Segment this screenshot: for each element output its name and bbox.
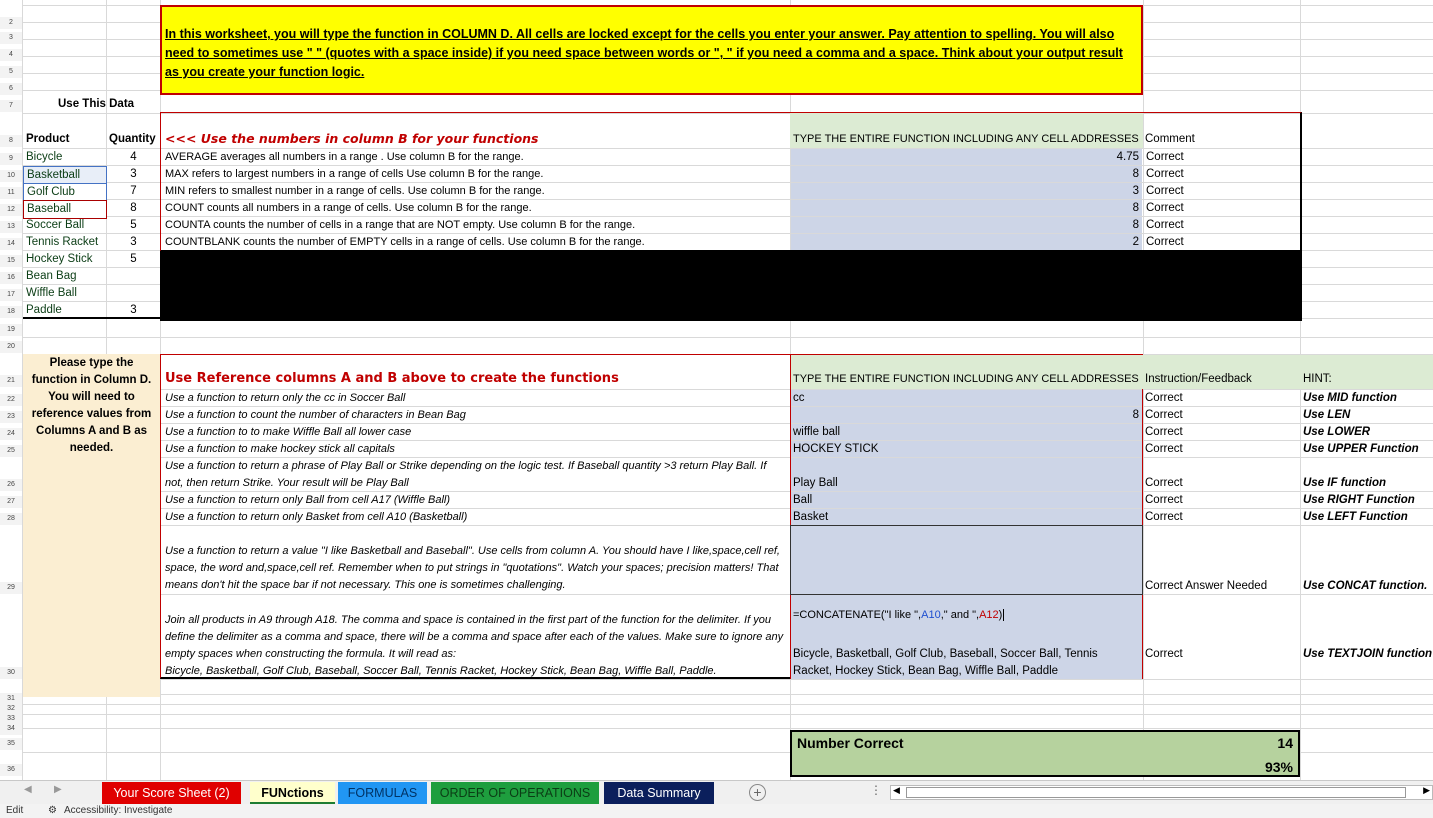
row-header[interactable]: 20 <box>0 341 22 353</box>
comment-cell: Correct <box>1146 151 1184 163</box>
row-header[interactable]: 13 <box>0 221 22 233</box>
product-cell[interactable]: Bean Bag <box>26 270 77 282</box>
comment-cell: Correct <box>1146 185 1184 197</box>
product-header: Product <box>26 133 70 145</box>
question-text: Use a function to return a value "I like Basketball and Baseball". Use cells from column A. You should have I like,space,cell ref, space, the word and,space,cell ref. Remember when to put strings in "quotations". Watch your spaces; precision matters! That means don't hit the space bar if not necessary. This one is sometimes challenging. <box>165 545 780 591</box>
quantity-cell[interactable]: 5 <box>130 219 137 231</box>
row-header[interactable]: 7 <box>0 100 22 112</box>
feedback-cell: Correct <box>1145 409 1183 421</box>
horizontal-scrollbar[interactable] <box>890 785 1433 800</box>
feedback-cell: Correct <box>1145 511 1183 523</box>
function-description: MIN refers to smallest number in a range of cells. Use column B for the range. <box>165 185 545 197</box>
answer-cell[interactable]: 8 <box>791 217 1142 233</box>
sheet-tab-bar <box>0 780 1433 804</box>
sheet-tab[interactable]: ORDER OF OPERATIONS <box>431 782 599 804</box>
product-cell[interactable]: Tennis Racket <box>26 236 99 248</box>
row-header[interactable]: 14 <box>0 238 22 250</box>
number-correct-value: 14 <box>1277 735 1293 751</box>
function-description: COUNTBLANK counts the number of EMPTY cells in a range of cells. Use column B for the range. <box>165 236 645 248</box>
row-header[interactable]: 31 <box>0 693 22 705</box>
product-list-bottom-border <box>23 317 160 319</box>
comment-cell: Correct <box>1146 168 1184 180</box>
row-header[interactable]: 17 <box>0 289 22 301</box>
row-gridline <box>22 704 1433 705</box>
formula-ref-a12: A12 <box>979 609 999 621</box>
row-header[interactable]: 10 <box>0 170 22 182</box>
answer-value[interactable]: Play Ball <box>793 477 838 489</box>
sheet-tab[interactable]: Data Summary <box>604 782 714 804</box>
type-function-header-2: TYPE THE ENTIRE FUNCTION INCLUDING ANY CELL ADDRESSES <box>793 373 1139 385</box>
score-box <box>790 730 1300 777</box>
answer-value[interactable]: cc <box>793 392 805 404</box>
answer-value[interactable]: Ball <box>793 494 813 506</box>
answer-cell[interactable]: 4.75 <box>791 149 1142 165</box>
row-header[interactable]: 34 <box>0 723 22 735</box>
hint-cell: Use LEFT Function <box>1303 511 1408 523</box>
hint-cell: Use LOWER <box>1303 426 1371 438</box>
hint-cell: Use CONCAT function. <box>1303 580 1428 592</box>
row-header[interactable]: 3 <box>0 32 22 44</box>
hint-cell: Use TEXTJOIN function <box>1303 648 1433 660</box>
answer-cell[interactable]: 8 <box>791 166 1142 182</box>
quantity-cell[interactable]: 3 <box>130 168 137 180</box>
answer-cell[interactable]: 2 <box>791 234 1142 250</box>
formula-ref-a10: A10 <box>921 609 941 621</box>
feedback-cell: Correct <box>1145 426 1183 438</box>
row-header[interactable]: 33 <box>0 713 22 725</box>
hint-cell: Use IF function <box>1303 477 1387 489</box>
answer-value[interactable]: HOCKEY STICK <box>793 443 879 455</box>
product-cell[interactable]: Basketball <box>23 166 107 185</box>
row-header[interactable]: 28 <box>0 513 22 525</box>
comment-header: Comment <box>1145 133 1195 145</box>
answer-value[interactable]: 8 <box>1132 409 1139 421</box>
hint-cell: Use RIGHT Function <box>1303 494 1415 506</box>
formula-part-1: =CONCATENATE("I like ", <box>793 609 922 621</box>
row-header[interactable]: 15 <box>0 255 22 267</box>
row-header[interactable]: 22 <box>0 394 22 406</box>
row-header[interactable]: 11 <box>0 187 22 199</box>
row-header[interactable]: 18 <box>0 306 22 318</box>
please-type-box <box>23 354 160 697</box>
row-header[interactable]: 12 <box>0 204 22 216</box>
answer-value[interactable]: Bicycle, Basketball, Golf Club, Baseball, Soccer Ball, Tennis Racket, Hockey Stick, Bean Bag, Wiffle Ball, Paddle <box>793 648 1098 677</box>
product-cell[interactable]: Baseball <box>23 200 107 219</box>
row-header[interactable]: 24 <box>0 428 22 440</box>
row-header[interactable]: 5 <box>0 66 22 78</box>
feedback-cell: Correct Answer Needed <box>1145 580 1268 592</box>
row-gridline <box>22 714 1433 715</box>
question-text: Use a function to make hockey stick all capitals <box>165 443 395 455</box>
formula-edit-cell[interactable] <box>790 607 1007 624</box>
row-header[interactable]: 8 <box>0 135 22 147</box>
hint-header: HINT: <box>1303 373 1332 385</box>
quantity-cell[interactable]: 4 <box>130 151 137 163</box>
quantity-cell[interactable]: 8 <box>130 202 137 214</box>
feedback-cell: Correct <box>1145 443 1183 455</box>
concat-active-cell-border[interactable] <box>790 525 1143 595</box>
row-header[interactable]: 6 <box>0 83 22 95</box>
use-this-data-label: Use This Data <box>58 98 135 110</box>
feedback-cell: Correct <box>1145 392 1183 404</box>
row-header[interactable]: 19 <box>0 324 22 336</box>
quantity-cell[interactable]: 7 <box>130 185 137 197</box>
mode-indicator: Edit <box>6 805 24 816</box>
row-header[interactable]: 30 <box>0 667 22 679</box>
percent-correct-value: 93% <box>1264 759 1293 775</box>
row-header[interactable]: 25 <box>0 445 22 457</box>
instruction-box <box>160 5 1143 95</box>
row-header[interactable]: 23 <box>0 411 22 423</box>
quantity-cell[interactable]: 5 <box>130 253 137 265</box>
product-cell[interactable]: Bicycle <box>26 151 63 163</box>
row-header[interactable]: 21 <box>0 375 22 387</box>
scroll-right-arrow-icon[interactable]: ▶ <box>54 784 62 795</box>
feedback-cell: Correct <box>1145 648 1183 660</box>
type-function-header: TYPE THE ENTIRE FUNCTION INCLUDING ANY CELL ADDRESSES <box>793 133 1139 145</box>
row-gridline <box>22 728 1433 729</box>
row-header[interactable]: 36 <box>0 764 22 776</box>
row-header[interactable]: 9 <box>0 153 22 165</box>
accessibility-icon[interactable]: ⚙ <box>48 805 57 816</box>
question-text: Use a function to return only Ball from cell A17 (Wiffle Ball) <box>165 494 450 506</box>
quantity-cell[interactable]: 3 <box>130 236 137 248</box>
row-header[interactable]: 32 <box>0 703 22 715</box>
comment-cell: Correct <box>1146 236 1184 248</box>
scrollbar-right-icon[interactable]: ▶ <box>1423 785 1430 795</box>
accessibility-status[interactable]: Accessibility: Investigate <box>64 805 173 816</box>
question-text: Use a function to return only the cc in Soccer Ball <box>165 392 406 404</box>
product-cell[interactable]: Paddle <box>26 304 62 316</box>
product-cell[interactable]: Wiffle Ball <box>26 287 77 299</box>
row-header[interactable]: 26 <box>0 479 22 491</box>
function-description: AVERAGE averages all numbers in a range . Use column B for the range. <box>165 151 524 163</box>
function-description: COUNTA counts the number of cells in a range that are NOT empty. Use column B for the range. <box>165 219 636 231</box>
status-bar <box>0 804 1433 818</box>
row-header[interactable]: 16 <box>0 272 22 284</box>
function-description: MAX refers to largest numbers in a range of cells Use column B for the range. <box>165 168 544 180</box>
product-cell[interactable]: Hockey Stick <box>26 253 93 265</box>
please-type-text: Please type the function in Column D. You will need to reference values from Columns A and B as needed. <box>31 357 152 454</box>
row-header[interactable]: 35 <box>0 738 22 750</box>
scroll-left-arrow-icon[interactable]: ◀ <box>24 784 32 795</box>
question-text: Use a function to count the number of characters in Bean Bag <box>165 409 466 421</box>
text-cursor <box>1003 609 1004 621</box>
quantity-header: Quantity <box>109 133 156 145</box>
product-cell[interactable]: Soccer Ball <box>26 219 85 231</box>
question-text: Join all products in A9 through A18. The comma and space is contained in the first part of the function for the delimiter. If you define the delimiter as a comma and space, there will be a comma and space after each of the values. Make sure to ignore any empty spaces when constructing the formula. It will read as: <box>165 614 784 660</box>
sheet-tab[interactable]: FORMULAS <box>338 782 427 804</box>
formula-part-3: ) <box>998 609 1003 621</box>
answer-value[interactable]: wiffle ball <box>793 426 841 438</box>
section1-title: <<< Use the numbers in column B for your functions <box>165 131 539 146</box>
question-text-line-2: Bicycle, Basketball, Golf Club, Baseball, Soccer Ball, Tennis Racket, Hockey Stick, Bean Bag, Wiffle Ball, Paddle. <box>165 665 717 677</box>
row-header[interactable]: 27 <box>0 496 22 508</box>
scrollbar-thumb[interactable] <box>906 787 1406 798</box>
more-options-icon[interactable]: ⋮ <box>870 783 882 797</box>
sheet-tab[interactable]: Your Score Sheet (2) <box>102 782 241 804</box>
answer-value[interactable]: Basket <box>793 511 829 523</box>
locked-black-area <box>160 251 1302 321</box>
row-header[interactable]: 4 <box>0 49 22 61</box>
hint-cell: Use MID function <box>1303 392 1397 404</box>
question-text: Use a function to to make Wiffle Ball all lower case <box>165 426 412 438</box>
instruction-text: In this worksheet, you will type the function in COLUMN D. All cells are locked except for the cells you enter your answer. Pay attention to spelling. You will also need to sometimes use " " (quotes with a space inside) if you need space between words or ", " if you need a comma and a space. Think about your output result as you create your function logic. <box>165 27 1123 79</box>
feedback-header: Instruction/Feedback <box>1145 373 1252 385</box>
section2-title: Use Reference columns A and B above to create the functions <box>165 371 619 386</box>
row-gridline <box>22 337 1433 338</box>
hint-cell: Use UPPER Function <box>1303 443 1419 455</box>
number-correct-label: Number Correct <box>797 735 904 751</box>
comment-cell: Correct <box>1146 202 1184 214</box>
answer-cell[interactable]: 8 <box>791 200 1142 216</box>
answer-cell[interactable]: 3 <box>791 183 1142 199</box>
scrollbar-left-icon[interactable]: ◀ <box>893 785 900 795</box>
feedback-cell: Correct <box>1145 477 1183 489</box>
add-sheet-icon[interactable]: + <box>749 784 766 801</box>
comment-cell: Correct <box>1146 219 1184 231</box>
row-header[interactable]: 29 <box>0 582 22 594</box>
feedback-cell: Correct <box>1145 494 1183 506</box>
formula-part-2: ," and ", <box>940 609 980 621</box>
row-gridline <box>22 694 1433 695</box>
product-cell[interactable]: Golf Club <box>23 183 107 202</box>
quantity-cell[interactable]: 3 <box>130 304 137 316</box>
row-header[interactable]: 2 <box>0 17 22 29</box>
sheet-tab[interactable]: FUNctions <box>250 782 335 804</box>
question-text: Use a function to return only Basket from cell A10 (Basketball) <box>165 511 468 523</box>
function-description: COUNT counts all numbers in a range of cells. Use column B for the range. <box>165 202 532 214</box>
hint-cell: Use LEN <box>1303 409 1351 421</box>
question-text: Use a function to return a phrase of Play Ball or Strike depending on the logic test. If Baseball quantity >3 return Play Ball. If not, then return Strike. Your result will be Play Ball <box>165 460 767 489</box>
